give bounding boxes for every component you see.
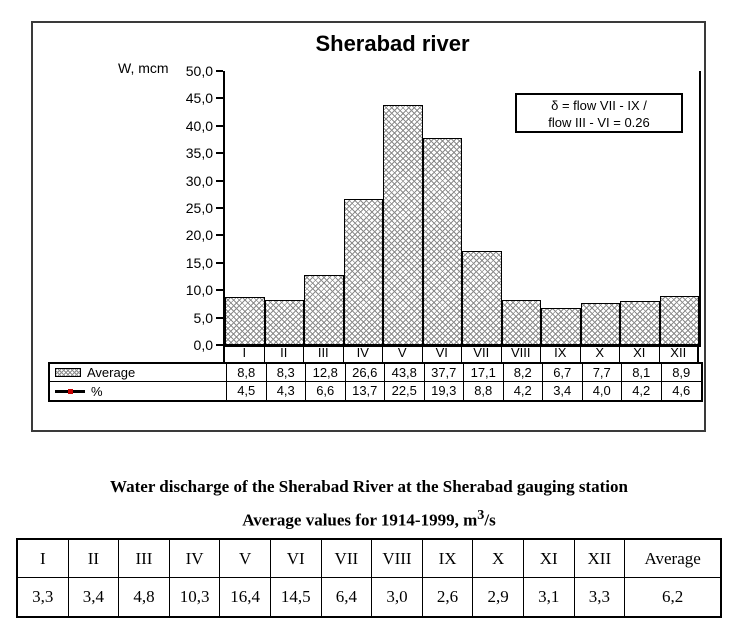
chart-frame	[31, 21, 706, 432]
discharge-header-cell: Average	[625, 540, 720, 578]
category-label-XI: XI	[620, 345, 660, 362]
y-tick-mark	[216, 234, 223, 236]
y-tick-mark	[216, 70, 223, 72]
data-cell: 8,8	[227, 364, 267, 382]
chart-title: Sherabad river	[315, 31, 470, 56]
bottom-caption-line2: Average values for 1914-1999, $m^3/s$	[242, 507, 496, 530]
discharge-header-cell: X	[473, 540, 524, 578]
y-tick-mark	[216, 289, 223, 291]
data-cell: 6,6	[306, 382, 346, 400]
y-tick-label: 15,0	[185, 254, 213, 271]
y-tick-label: 5,0	[193, 309, 213, 326]
discharge-value-cell: 3,3	[18, 578, 69, 616]
bar-X	[581, 303, 621, 345]
legend-cell-percent	[50, 382, 227, 400]
y-tick-mark	[216, 317, 223, 319]
y-tick-label: 0,0	[193, 337, 213, 353]
data-cell: 4,3	[267, 382, 307, 400]
annotation-line2: flow III - VI = 0.26	[548, 115, 650, 130]
category-label-IV: IV	[344, 345, 384, 362]
discharge-value-cell: 16,4	[220, 578, 271, 616]
y-tick-mark	[216, 152, 223, 154]
discharge-value-cell: 2,6	[423, 578, 474, 616]
y-tick-label: 30,0	[185, 172, 213, 189]
data-cell: 12,8	[306, 364, 346, 382]
discharge-header-cell: IV	[170, 540, 221, 578]
discharge-value-cell: 10,3	[170, 578, 221, 616]
y-tick-label: 50,0	[185, 63, 213, 79]
legend-cell-average	[50, 364, 227, 382]
data-cell: 43,8	[385, 364, 425, 382]
y-tick-mark	[216, 180, 223, 182]
y-tick-label: 10,0	[185, 282, 213, 299]
bar-II	[265, 300, 305, 345]
data-cell: 8,8	[464, 382, 504, 400]
discharge-header-cell: V	[220, 540, 271, 578]
y-tick-mark	[216, 97, 223, 99]
bar-I	[225, 297, 265, 345]
category-label-I: I	[225, 345, 265, 362]
bar-VI	[423, 138, 463, 345]
y-tick-label: 20,0	[185, 227, 213, 244]
discharge-header-cell: II	[69, 540, 120, 578]
discharge-header-cell: III	[119, 540, 170, 578]
bar-XII	[660, 296, 700, 345]
y-tick-mark	[216, 207, 223, 209]
discharge-value-cell: 14,5	[271, 578, 322, 616]
y-tick-mark	[216, 262, 223, 264]
category-label-VI: VI	[423, 345, 463, 362]
category-label-V: V	[383, 345, 423, 362]
marker-dot-icon	[68, 389, 73, 394]
y-axis-label: W, mcm	[118, 60, 169, 76]
data-cell: 8,3	[267, 364, 307, 382]
data-cell: 8,1	[622, 364, 662, 382]
data-cell: 4,2	[622, 382, 662, 400]
y-tick-mark	[216, 125, 223, 127]
crosshatch-swatch-icon	[55, 368, 81, 377]
data-cell: 7,7	[583, 364, 623, 382]
data-cell: 19,3	[425, 382, 465, 400]
superscript-3: 3	[477, 507, 485, 523]
bar-VIII	[502, 300, 542, 345]
discharge-header-cell: VIII	[372, 540, 423, 578]
y-tick-label: 25,0	[185, 200, 213, 216]
data-cell: 8,2	[504, 364, 544, 382]
data-cell: 6,7	[543, 364, 583, 382]
bottom-caption-line1: Water discharge of the Sherabad River at the Sherabad gauging station	[110, 477, 628, 496]
y-tick-label: 40,0	[185, 117, 213, 134]
category-label-VII: VII	[462, 345, 502, 362]
bar-IV	[344, 199, 384, 345]
data-cell: 4,5	[227, 382, 267, 400]
category-label-II: II	[265, 345, 305, 362]
bar-IX	[541, 308, 581, 345]
discharge-value-cell: 3,4	[69, 578, 120, 616]
discharge-value-cell: 6,4	[322, 578, 373, 616]
legend-label: Average	[87, 365, 136, 380]
data-cell: 4,2	[504, 382, 544, 400]
x-axis-category-row	[223, 345, 699, 362]
data-cell: 4,6	[672, 383, 691, 398]
bar-XI	[620, 301, 660, 345]
data-cell: 13,7	[346, 382, 386, 400]
discharge-value-cell: 2,9	[473, 578, 524, 616]
category-label-X: X	[581, 345, 621, 362]
discharge-value-cell: 3,1	[524, 578, 575, 616]
bar-VII	[462, 251, 502, 345]
y-tick-label: 45,0	[185, 90, 213, 107]
discharge-table	[16, 538, 722, 618]
category-label-IX: IX	[541, 345, 581, 362]
y-tick-label: 35,0	[185, 145, 213, 162]
bar-V	[383, 105, 423, 345]
discharge-value-cell: 6,2	[662, 587, 684, 606]
discharge-value-cell: 3,3	[575, 578, 626, 616]
bar-III	[304, 275, 344, 345]
data-cell: 22,5	[385, 382, 425, 400]
discharge-header-cell: IX	[423, 540, 474, 578]
category-label-VIII: VIII	[502, 345, 542, 362]
annotation-box	[515, 93, 683, 133]
category-label-III: III	[304, 345, 344, 362]
discharge-header-cell: I	[18, 540, 69, 578]
chart-data-table	[48, 362, 703, 402]
discharge-value-cell: 3,0	[372, 578, 423, 616]
discharge-value-cell: 4,8	[119, 578, 170, 616]
data-cell: 37,7	[425, 364, 465, 382]
annotation-line1: δ = flow VII - IX /	[551, 98, 647, 113]
discharge-header-cell: VII	[322, 540, 373, 578]
category-label-XII: XII	[660, 345, 700, 362]
plot-right-border	[699, 71, 701, 347]
data-cell: 8,9	[662, 364, 702, 382]
data-cell: 3,4	[543, 382, 583, 400]
legend-label: %	[91, 383, 103, 399]
y-tick-mark	[216, 344, 223, 346]
data-cell: 26,6	[346, 364, 386, 382]
data-cell: 17,1	[464, 364, 504, 382]
discharge-header-cell: VI	[271, 540, 322, 578]
line-marker-swatch-icon	[55, 390, 85, 393]
discharge-header-cell: XII	[575, 540, 626, 578]
data-cell: 4,0	[583, 382, 623, 400]
discharge-header-cell: XI	[524, 540, 575, 578]
